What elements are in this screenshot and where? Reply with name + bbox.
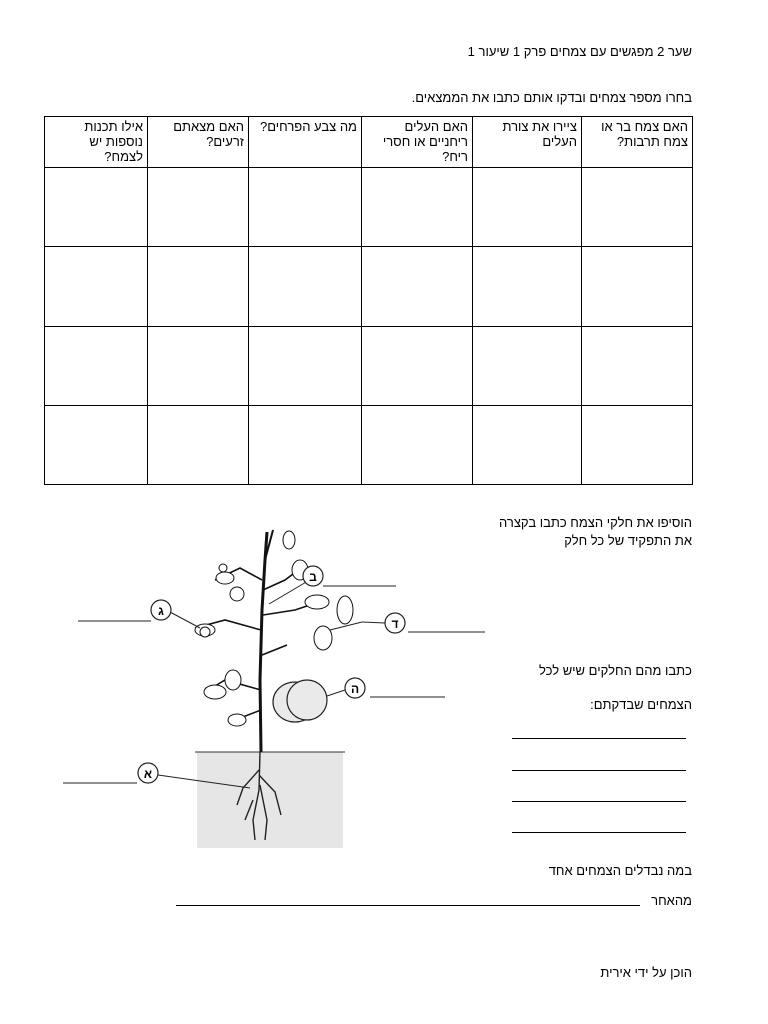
leader-line: [170, 612, 200, 628]
table-cell[interactable]: [45, 247, 148, 326]
table-cell[interactable]: [582, 326, 693, 405]
label-g: ג: [158, 604, 164, 618]
table-cell[interactable]: [473, 247, 582, 326]
table-cell[interactable]: [249, 247, 362, 326]
difference-question-1: במה נבדלים הצמחים אחד: [548, 863, 692, 878]
table-row: [45, 247, 693, 326]
table-cell[interactable]: [582, 405, 693, 484]
header-other-properties: אילו תכנות נוספות יש לצמח?: [45, 117, 148, 168]
table-cell[interactable]: [249, 168, 362, 247]
header-seeds-found: האם מצאתם זרעים?: [148, 117, 249, 168]
table-cell[interactable]: [473, 168, 582, 247]
label-h: ה: [350, 682, 360, 696]
table-cell[interactable]: [45, 326, 148, 405]
observation-table: [44, 116, 693, 485]
table-cell[interactable]: [148, 326, 249, 405]
header-leaf-shape: ציירו את צורת העלים: [473, 117, 582, 168]
table-row: [45, 168, 693, 247]
plant-diagram: [55, 520, 495, 860]
leader-line: [327, 690, 345, 696]
tomatoes: [273, 680, 327, 722]
header-flower-color: מה צבע הפרחים?: [249, 117, 362, 168]
plant-parts-instruction: הוסיפו את חלקי הצמח כתבו בקצרה את התפקיד של כל חלק: [499, 515, 692, 548]
common-parts-instruction-1: כתבו מהם החלקים שיש לכל: [539, 663, 692, 678]
table-cell[interactable]: [362, 168, 473, 247]
label-d: ד: [391, 617, 399, 631]
label-a: א: [143, 767, 153, 781]
soil: [197, 752, 343, 848]
difference-question-2: מהאחר: [651, 893, 692, 908]
table-cell[interactable]: [582, 247, 693, 326]
table-instruction: בחרו מספר צמחים ובדקו אותם כתבו את הממצאים.: [411, 90, 692, 105]
table-row: [45, 405, 693, 484]
table-cell[interactable]: [473, 405, 582, 484]
table-cell[interactable]: [148, 247, 249, 326]
common-parts-instruction-2: הצמחים שבדקתם:: [590, 697, 692, 712]
table-header-row: [45, 117, 693, 168]
table-cell[interactable]: [249, 405, 362, 484]
answer-line-3[interactable]: [512, 801, 686, 802]
difference-answer-line[interactable]: [176, 905, 640, 906]
table-cell[interactable]: [45, 405, 148, 484]
author-credit: הוכן על ידי אירית: [600, 965, 692, 980]
worksheet-title: שער 2 מפגשים עם צמחים פרק 1 שיעור 1: [467, 44, 692, 59]
table-cell[interactable]: [148, 168, 249, 247]
answer-line-1[interactable]: [512, 738, 686, 739]
table-cell[interactable]: [45, 168, 148, 247]
table-cell[interactable]: [249, 326, 362, 405]
table-cell[interactable]: [362, 247, 473, 326]
table-cell[interactable]: [362, 405, 473, 484]
table-cell[interactable]: [362, 326, 473, 405]
stem: [260, 532, 267, 752]
header-leaf-scent: האם העלים ריחניים או חסרי ריח?: [362, 117, 473, 168]
table-cell[interactable]: [148, 405, 249, 484]
answer-line-4[interactable]: [512, 832, 686, 833]
answer-line-2[interactable]: [512, 770, 686, 771]
table-cell[interactable]: [582, 168, 693, 247]
table-cell[interactable]: [473, 326, 582, 405]
table-row: [45, 326, 693, 405]
header-wild-or-cultivated: האם צמח בר או צמח תרבות?: [582, 117, 693, 168]
label-b: ב: [309, 570, 317, 584]
